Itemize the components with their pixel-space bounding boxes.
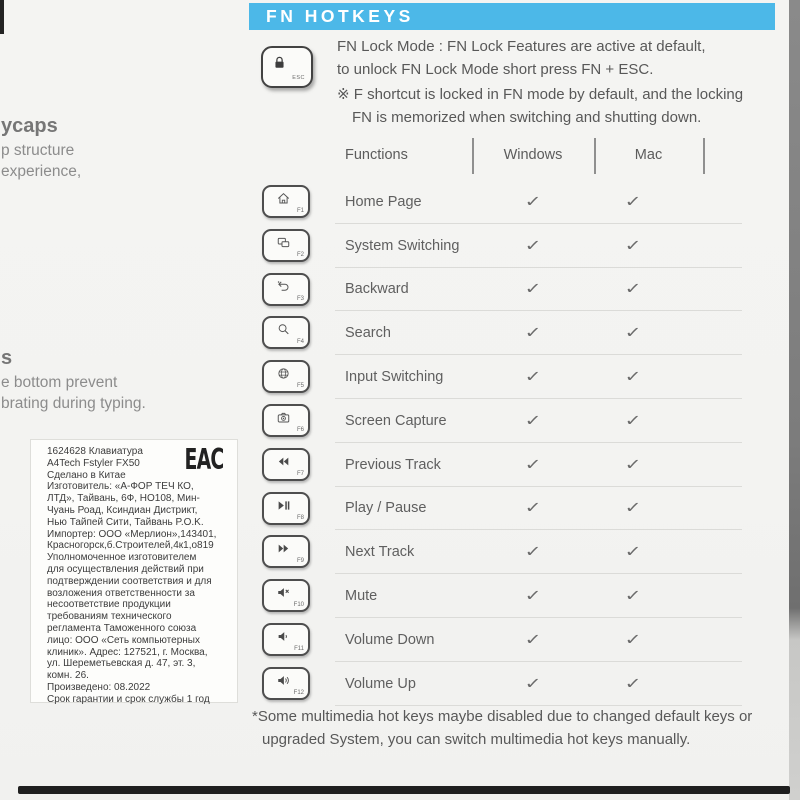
table-row (261, 180, 745, 224)
label-line: Импортер: ООО «Мерлион»,143401, (47, 528, 217, 540)
label-line: Чуань Роад, Ксиндиан Дистрикт, (47, 504, 198, 516)
section-title: FN HOTKEYS (266, 6, 414, 26)
volume-down-icon (276, 629, 291, 644)
fn-lock-note (337, 84, 743, 129)
function-name: Backward (345, 281, 409, 298)
home-icon (276, 191, 291, 206)
header-divider (594, 138, 596, 174)
header-divider (703, 138, 705, 174)
key-f10 (262, 579, 310, 612)
fn-lock-line-2: to unlock FN Lock Mode short press FN + ESC. (337, 60, 654, 78)
table-row (261, 355, 745, 399)
mac-checkmark: ✓ (624, 323, 642, 342)
label-line: возложения ответственности за (47, 587, 195, 599)
table-row (261, 574, 745, 618)
key-f11 (262, 623, 310, 656)
label-line: Сделано в Китае (47, 469, 126, 481)
label-line: комн. 26. (47, 670, 89, 682)
label-line: подтверждении соответствия и для (47, 575, 212, 587)
function-name: Mute (345, 588, 378, 605)
fn-lock-description (337, 36, 706, 81)
mac-checkmark: ✓ (624, 542, 642, 561)
function-name: Home Page (345, 193, 422, 210)
column-header-windows: Windows (503, 147, 563, 163)
function-name: Input Switching (345, 369, 444, 386)
mac-checkmark: ✓ (624, 192, 642, 211)
table-row (261, 662, 745, 706)
photo-edge-right (789, 0, 800, 800)
mac-checkmark: ✓ (624, 673, 642, 692)
function-name: Next Track (345, 544, 415, 561)
key-label: F6 (296, 426, 304, 433)
lock-icon (272, 55, 287, 70)
footnote-line-1: *Some multimedia hot keys maybe disabled due to changed default keys or (252, 708, 753, 725)
function-name: Volume Down (345, 631, 435, 648)
key-f8 (262, 492, 310, 525)
table-row (261, 618, 745, 662)
mac-checkmark: ✓ (624, 586, 642, 605)
key-f3 (262, 273, 310, 306)
windows-checkmark: ✓ (524, 367, 542, 386)
key-f12 (262, 667, 310, 700)
cropped-text-keycaps (1, 114, 81, 182)
column-header-functions: Functions (345, 147, 408, 163)
key-label: F2 (296, 251, 304, 258)
mac-checkmark: ✓ (624, 367, 642, 386)
label-line: регламента Таможенного союза (47, 622, 197, 634)
windows-checkmark: ✓ (524, 586, 542, 605)
mac-checkmark: ✓ (624, 235, 642, 254)
key-label: F10 (293, 602, 304, 609)
windows-checkmark: ✓ (524, 235, 542, 254)
label-line: для осуществления действий при (47, 563, 204, 575)
next-track-icon (276, 541, 291, 556)
key-f5 (262, 360, 310, 393)
column-header-mac: Mac (634, 147, 663, 163)
label-line: ул. Шереметьевская д. 47, эт. 3, (47, 658, 196, 670)
hotkeys-table (261, 180, 745, 706)
function-name: System Switching (345, 237, 460, 254)
key-f1 (262, 185, 310, 218)
table-row (261, 224, 745, 268)
mute-icon (276, 585, 291, 600)
windows-checkmark: ✓ (524, 673, 542, 692)
volume-up-icon (276, 673, 291, 688)
label-line: несоответствие продукции (47, 599, 171, 611)
label-line: A4Tech Fstyler FX50 (47, 457, 140, 469)
photo-edge-top-left (0, 0, 4, 34)
windows-checkmark: ✓ (524, 454, 542, 473)
photo-edge-bottom (18, 786, 790, 794)
key-f9 (262, 535, 310, 568)
section-banner (249, 3, 775, 30)
fn-lock-line-1: FN Lock Mode : FN Lock Features are active at default, (337, 38, 706, 55)
windows-checkmark: ✓ (524, 411, 542, 430)
product-label-text (47, 446, 225, 706)
cropped-text-feet (1, 346, 146, 414)
cropped-heading: s (1, 347, 13, 369)
label-line: Уполномоченное изготовителем (47, 552, 197, 564)
table-header (261, 136, 745, 176)
fn-note-line-2: FN is memorized when switching and shutting down. (352, 108, 702, 126)
table-row (261, 530, 745, 574)
cropped-line: experience, (1, 163, 82, 180)
esc-key-label: ESC (292, 75, 305, 81)
table-row (261, 311, 745, 355)
label-line: ЛТД», Тайвань, 6Ф, НО108, Мин- (47, 493, 200, 505)
key-label: F4 (296, 339, 304, 346)
mac-checkmark: ✓ (624, 454, 642, 473)
function-name: Search (345, 325, 391, 342)
key-label: F5 (296, 383, 304, 390)
windows-checkmark: ✓ (524, 498, 542, 517)
function-name: Play / Pause (345, 500, 427, 517)
mac-checkmark: ✓ (624, 411, 642, 430)
previous-track-icon (276, 454, 291, 469)
key-label: F3 (296, 295, 304, 302)
function-name: Screen Capture (345, 412, 447, 429)
system-switching-icon (276, 235, 291, 250)
key-label: F11 (294, 645, 304, 652)
function-name: Volume Up (345, 675, 416, 692)
label-line: лицо: ООО «Сеть компьютерных (47, 634, 200, 646)
key-label: F1 (296, 208, 304, 214)
mac-checkmark: ✓ (624, 279, 642, 298)
esc-keycap (261, 46, 313, 88)
backward-icon (276, 279, 291, 294)
label-line: Произведено: 08.2022 (47, 681, 151, 693)
key-label: F9 (296, 558, 304, 565)
fn-note-line-1: ※ F shortcut is locked in FN mode by default, and the locking (337, 86, 744, 103)
cropped-line: p structure (1, 142, 75, 159)
key-label: F12 (293, 689, 304, 696)
windows-checkmark: ✓ (524, 542, 542, 561)
windows-checkmark: ✓ (524, 279, 542, 298)
eac-mark: EAC (184, 444, 223, 477)
cropped-line: brating during typing. (1, 395, 146, 412)
label-line: клиник». Адрес: 127521, г. Москва, (47, 646, 208, 658)
key-label: F8 (296, 514, 304, 521)
label-line: Срок гарантии и срок службы 1 год (47, 693, 210, 705)
product-label (30, 439, 238, 703)
key-f4 (262, 316, 310, 349)
camera-icon (276, 410, 291, 425)
label-line: требованиям технического (47, 611, 172, 623)
key-label: F7 (296, 470, 304, 477)
function-name: Previous Track (345, 456, 441, 473)
mac-checkmark: ✓ (624, 630, 642, 649)
label-line: 1624628 Клавиатура (47, 446, 143, 457)
cropped-line: e bottom prevent (1, 374, 118, 391)
footnote-line-2: upgraded System, you can switch multimedia hot keys manually. (262, 730, 691, 748)
windows-checkmark: ✓ (524, 323, 542, 342)
table-row (261, 443, 745, 487)
header-divider (472, 138, 474, 174)
label-line: Нью Тайпей Сити, Тайвань P.O.K. (47, 516, 204, 528)
key-f6 (262, 404, 310, 437)
mac-checkmark: ✓ (624, 498, 642, 517)
search-icon (276, 322, 291, 337)
key-f7 (262, 448, 310, 481)
windows-checkmark: ✓ (524, 630, 542, 649)
label-line: Красногорск,б.Строителей,4к1,о819 (47, 540, 214, 552)
windows-checkmark: ✓ (524, 192, 542, 211)
globe-icon (276, 366, 291, 381)
footnote (252, 706, 752, 751)
key-f2 (262, 229, 310, 262)
table-row (261, 399, 745, 443)
label-line: Изготовитель: «А-ФОР ТЕЧ КО, (47, 481, 194, 493)
table-row (261, 487, 745, 531)
cropped-heading: ycaps (1, 115, 58, 137)
play-pause-icon (276, 498, 291, 513)
table-row (261, 268, 745, 312)
